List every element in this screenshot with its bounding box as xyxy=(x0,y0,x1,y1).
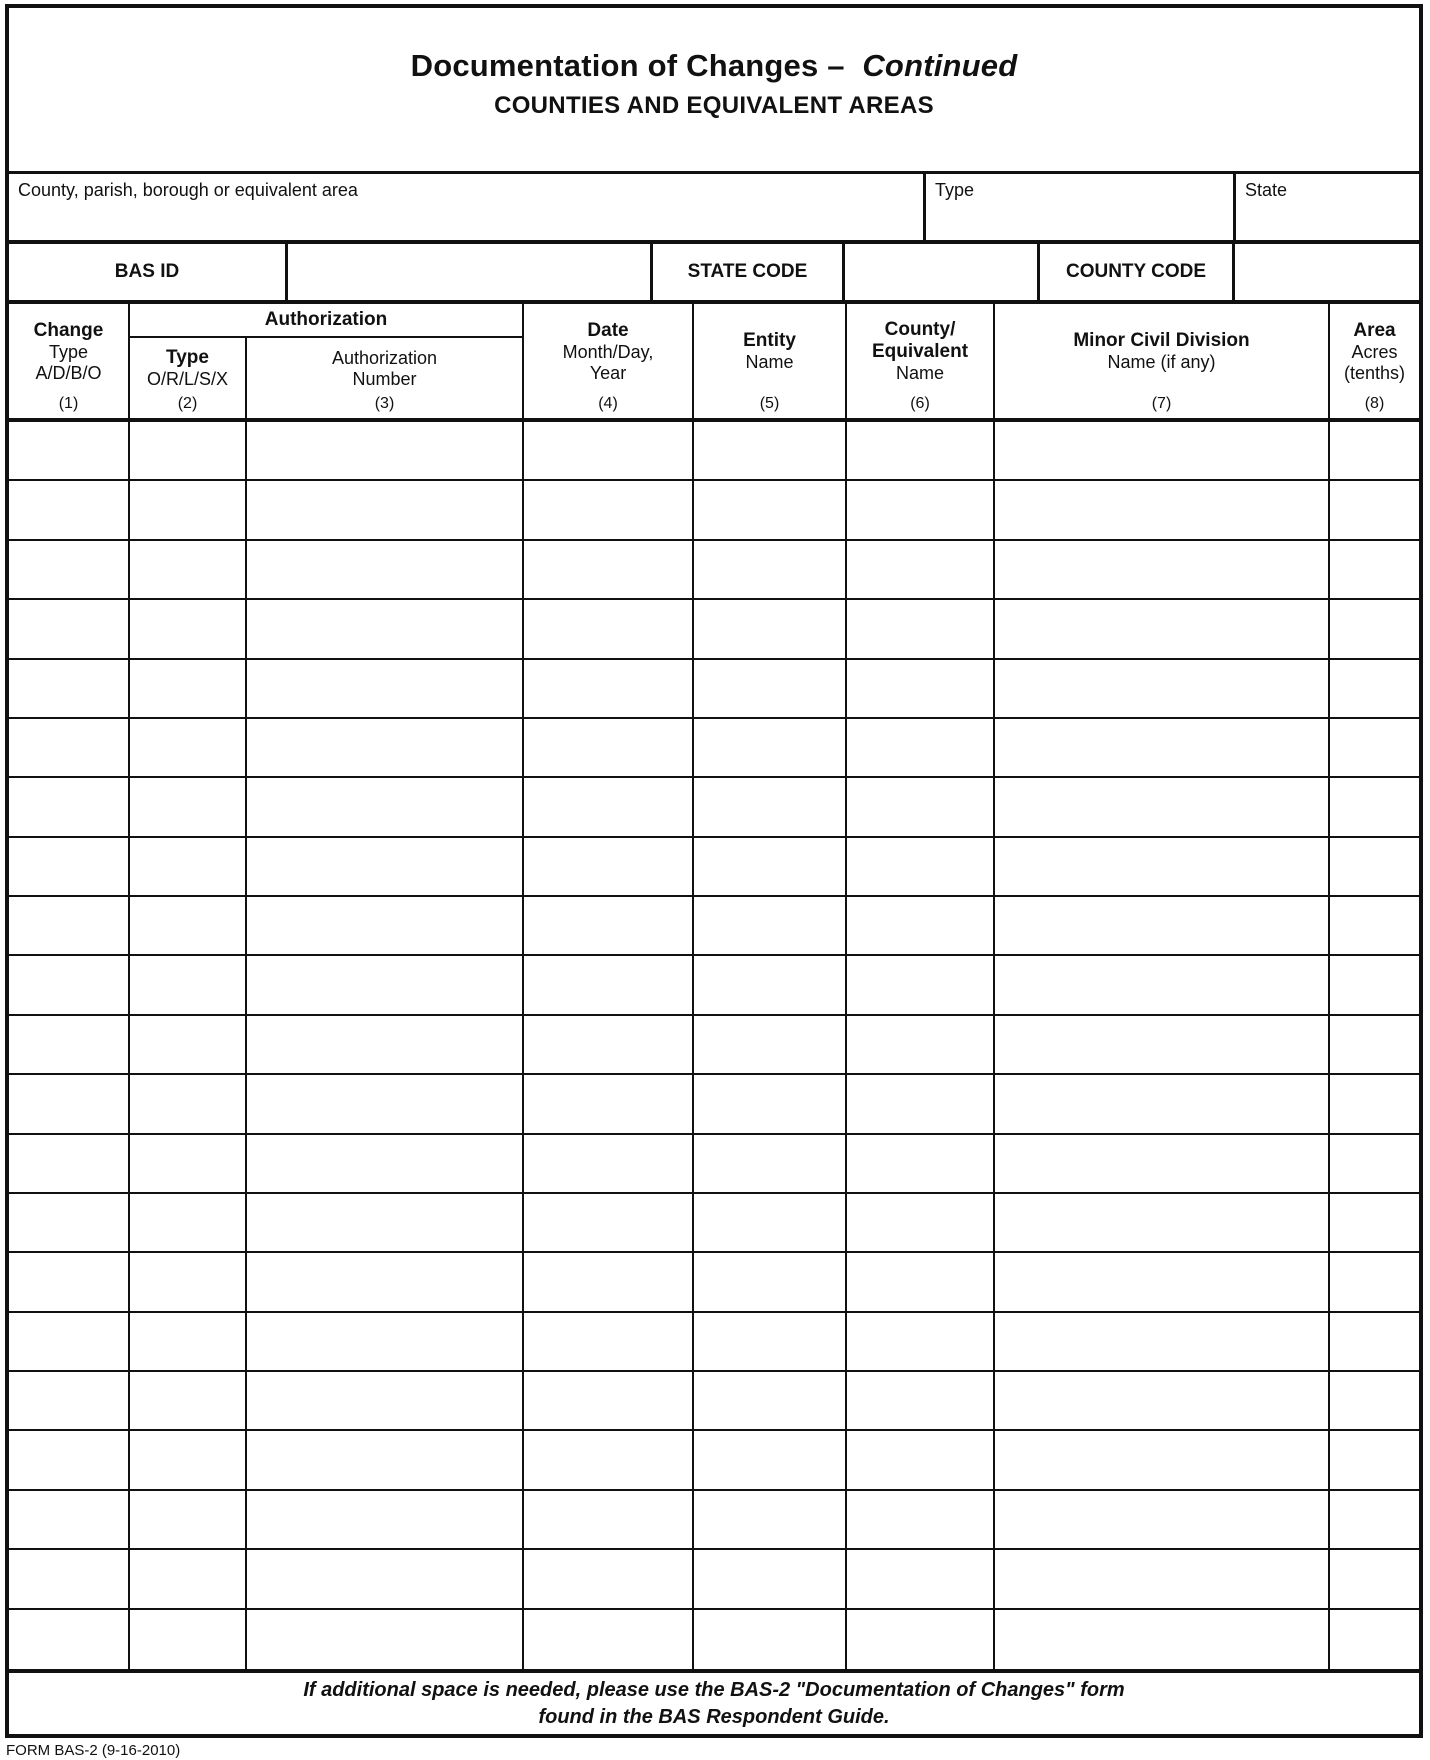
table-header xyxy=(9,304,1419,422)
body-cell-r11-c3[interactable] xyxy=(247,1016,524,1075)
body-cell-r16-c8[interactable] xyxy=(1330,1313,1419,1372)
header-minor-civil-division xyxy=(995,304,1330,418)
body-cell-r21-c7[interactable] xyxy=(995,1610,1330,1669)
body-cell-r4-c7[interactable] xyxy=(995,600,1330,659)
body-cell-r4-c1[interactable] xyxy=(9,600,130,659)
body-cell-r7-c2[interactable] xyxy=(130,778,247,837)
footer-note xyxy=(9,1669,1419,1734)
body-cell-r13-c5[interactable] xyxy=(694,1135,847,1194)
header-col2-number: (2) xyxy=(177,395,198,413)
body-cell-r10-c6[interactable] xyxy=(847,956,995,1015)
county-code-label: COUNTY CODE xyxy=(1040,244,1235,300)
form-number: FORM BAS-2 (9-16-2010) xyxy=(6,1742,181,1759)
body-cell-r12-c4[interactable] xyxy=(524,1075,694,1134)
body-cell-r6-c7[interactable] xyxy=(995,719,1330,778)
body-cell-r14-c8[interactable] xyxy=(1330,1194,1419,1253)
body-cell-r5-c8[interactable] xyxy=(1330,660,1419,719)
table-body xyxy=(9,422,1419,1669)
body-cell-r19-c5[interactable] xyxy=(694,1491,847,1550)
form-title-main: Documentation of Changes – xyxy=(410,48,845,83)
body-cell-r11-c7[interactable] xyxy=(995,1016,1330,1075)
body-cell-r10-c3[interactable] xyxy=(247,956,524,1015)
body-cell-r21-c8[interactable] xyxy=(1330,1610,1419,1669)
header-change-type-line2: Type xyxy=(48,341,89,362)
body-cell-r8-c4[interactable] xyxy=(524,838,694,897)
header-col6-number: (6) xyxy=(910,395,930,413)
body-cell-r3-c5[interactable] xyxy=(694,541,847,600)
body-cell-r17-c6[interactable] xyxy=(847,1372,995,1431)
body-cell-r17-c3[interactable] xyxy=(247,1372,524,1431)
body-cell-r10-c7[interactable] xyxy=(995,956,1330,1015)
body-cell-r20-c6[interactable] xyxy=(847,1550,995,1609)
body-cell-r14-c5[interactable] xyxy=(694,1194,847,1253)
body-cell-r20-c5[interactable] xyxy=(694,1550,847,1609)
body-cell-r1-c1[interactable] xyxy=(9,422,130,481)
body-cell-r16-c3[interactable] xyxy=(247,1313,524,1372)
header-auth-number xyxy=(247,338,522,418)
body-cell-r2-c3[interactable] xyxy=(247,481,524,540)
body-cell-r11-c5[interactable] xyxy=(694,1016,847,1075)
footer-note-line1: If additional space is needed, please use the BAS-2 "Documentation of Changes" form xyxy=(303,1678,1125,1701)
body-cell-r5-c7[interactable] xyxy=(995,660,1330,719)
body-cell-r19-c2[interactable] xyxy=(130,1491,247,1550)
body-cell-r6-c3[interactable] xyxy=(247,719,524,778)
body-cell-r10-c2[interactable] xyxy=(130,956,247,1015)
body-cell-r21-c3[interactable] xyxy=(247,1610,524,1669)
body-cell-r14-c7[interactable] xyxy=(995,1194,1330,1253)
type-label: Type xyxy=(935,180,975,200)
header-mcd-bold: Minor Civil Division xyxy=(1073,330,1250,352)
body-cell-r11-c1[interactable] xyxy=(9,1016,130,1075)
body-cell-r18-c6[interactable] xyxy=(847,1431,995,1490)
body-cell-r21-c1[interactable] xyxy=(9,1610,130,1669)
body-cell-r19-c8[interactable] xyxy=(1330,1491,1419,1550)
county-name-label: County, parish, borough or equivalent area xyxy=(18,180,358,200)
body-cell-r16-c1[interactable] xyxy=(9,1313,130,1372)
body-cell-r4-c6[interactable] xyxy=(847,600,995,659)
body-cell-r1-c3[interactable] xyxy=(247,422,524,481)
body-cell-r1-c4[interactable] xyxy=(524,422,694,481)
body-cell-r2-c7[interactable] xyxy=(995,481,1330,540)
header-county-equiv-bold2: Equivalent xyxy=(871,341,969,363)
body-cell-r5-c4[interactable] xyxy=(524,660,694,719)
body-cell-r17-c7[interactable] xyxy=(995,1372,1330,1431)
form-title xyxy=(9,48,1419,84)
body-cell-r6-c4[interactable] xyxy=(524,719,694,778)
header-mcd-text xyxy=(995,304,1328,395)
body-cell-r19-c7[interactable] xyxy=(995,1491,1330,1550)
header-change-type xyxy=(9,304,130,418)
body-cell-r9-c5[interactable] xyxy=(694,897,847,956)
header-date-line3: Year xyxy=(589,362,627,383)
body-cell-r6-c8[interactable] xyxy=(1330,719,1419,778)
body-cell-r18-c5[interactable] xyxy=(694,1431,847,1490)
body-cell-r3-c8[interactable] xyxy=(1330,541,1419,600)
body-cell-r15-c1[interactable] xyxy=(9,1253,130,1312)
body-cell-r17-c2[interactable] xyxy=(130,1372,247,1431)
header-change-type-bold: Change xyxy=(33,319,104,341)
header-change-type-text xyxy=(9,304,128,395)
body-cell-r11-c2[interactable] xyxy=(130,1016,247,1075)
body-cell-r20-c3[interactable] xyxy=(247,1550,524,1609)
body-cell-r11-c8[interactable] xyxy=(1330,1016,1419,1075)
body-cell-r4-c2[interactable] xyxy=(130,600,247,659)
body-cell-r3-c6[interactable] xyxy=(847,541,995,600)
body-cell-r20-c1[interactable] xyxy=(9,1550,130,1609)
body-cell-r2-c5[interactable] xyxy=(694,481,847,540)
header-county-equivalent-text xyxy=(847,304,993,395)
body-cell-r14-c2[interactable] xyxy=(130,1194,247,1253)
body-cell-r18-c2[interactable] xyxy=(130,1431,247,1490)
body-cell-r15-c3[interactable] xyxy=(247,1253,524,1312)
header-entity-bold: Entity xyxy=(743,330,796,352)
body-cell-r7-c8[interactable] xyxy=(1330,778,1419,837)
body-cell-r14-c4[interactable] xyxy=(524,1194,694,1253)
body-cell-r8-c5[interactable] xyxy=(694,838,847,897)
body-cell-r2-c6[interactable] xyxy=(847,481,995,540)
body-cell-r18-c8[interactable] xyxy=(1330,1431,1419,1490)
body-cell-r12-c6[interactable] xyxy=(847,1075,995,1134)
header-auth-number-line2: Number xyxy=(352,368,417,389)
body-cell-r2-c8[interactable] xyxy=(1330,481,1419,540)
body-cell-r13-c8[interactable] xyxy=(1330,1135,1419,1194)
body-cell-r17-c4[interactable] xyxy=(524,1372,694,1431)
body-cell-r16-c6[interactable] xyxy=(847,1313,995,1372)
header-date-line2: Month/Day, xyxy=(562,341,654,362)
body-cell-r12-c1[interactable] xyxy=(9,1075,130,1134)
body-cell-r13-c4[interactable] xyxy=(524,1135,694,1194)
body-cell-r8-c3[interactable] xyxy=(247,838,524,897)
header-auth-number-text xyxy=(247,338,522,395)
body-cell-r9-c4[interactable] xyxy=(524,897,694,956)
state-code-label: STATE CODE xyxy=(653,244,845,300)
body-cell-r14-c6[interactable] xyxy=(847,1194,995,1253)
header-date xyxy=(524,304,694,418)
body-cell-r9-c1[interactable] xyxy=(9,897,130,956)
body-cell-r20-c4[interactable] xyxy=(524,1550,694,1609)
header-date-text xyxy=(524,304,692,395)
body-cell-r6-c1[interactable] xyxy=(9,719,130,778)
body-cell-r10-c5[interactable] xyxy=(694,956,847,1015)
body-cell-r5-c5[interactable] xyxy=(694,660,847,719)
form-title-continued-text: Continued xyxy=(862,48,1018,83)
county-code-field[interactable] xyxy=(1235,244,1419,300)
body-cell-r2-c2[interactable] xyxy=(130,481,247,540)
bas-id-label: BAS ID xyxy=(9,244,288,300)
body-cell-r1-c8[interactable] xyxy=(1330,422,1419,481)
header-col4-number: (4) xyxy=(598,395,618,413)
state-field[interactable] xyxy=(1236,174,1419,240)
info-row xyxy=(9,174,1419,244)
body-cell-r19-c6[interactable] xyxy=(847,1491,995,1550)
body-cell-r12-c2[interactable] xyxy=(130,1075,247,1134)
body-cell-r18-c4[interactable] xyxy=(524,1431,694,1490)
header-area-line2: Acres xyxy=(1351,341,1398,362)
body-cell-r13-c6[interactable] xyxy=(847,1135,995,1194)
body-cell-r9-c7[interactable] xyxy=(995,897,1330,956)
header-col7-number: (7) xyxy=(1151,395,1172,413)
body-cell-r3-c4[interactable] xyxy=(524,541,694,600)
body-cell-r21-c5[interactable] xyxy=(694,1610,847,1669)
bas-id-field[interactable] xyxy=(288,244,653,300)
body-cell-r6-c6[interactable] xyxy=(847,719,995,778)
header-col8-number: (8) xyxy=(1364,395,1385,413)
body-cell-r15-c5[interactable] xyxy=(694,1253,847,1312)
body-cell-r21-c6[interactable] xyxy=(847,1610,995,1669)
body-cell-r17-c8[interactable] xyxy=(1330,1372,1419,1431)
header-county-equiv-line3: Name xyxy=(895,363,944,384)
body-cell-r1-c2[interactable] xyxy=(130,422,247,481)
form-subtitle: COUNTIES AND EQUIVALENT AREAS xyxy=(494,92,934,119)
header-auth-type xyxy=(130,338,247,418)
body-cell-r3-c7[interactable] xyxy=(995,541,1330,600)
header-authorization-group xyxy=(130,304,524,418)
body-cell-r1-c5[interactable] xyxy=(694,422,847,481)
form-container xyxy=(5,4,1423,1738)
body-cell-r16-c2[interactable] xyxy=(130,1313,247,1372)
body-cell-r21-c4[interactable] xyxy=(524,1610,694,1669)
header-date-bold: Date xyxy=(587,319,629,341)
body-cell-r1-c6[interactable] xyxy=(847,422,995,481)
body-cell-r15-c7[interactable] xyxy=(995,1253,1330,1312)
header-auth-number-line1: Authorization xyxy=(331,347,438,368)
body-cell-r14-c3[interactable] xyxy=(247,1194,524,1253)
body-cell-r20-c7[interactable] xyxy=(995,1550,1330,1609)
body-cell-r7-c5[interactable] xyxy=(694,778,847,837)
header-area-text xyxy=(1330,304,1419,395)
body-cell-r12-c5[interactable] xyxy=(694,1075,847,1134)
body-cell-r16-c5[interactable] xyxy=(694,1313,847,1372)
body-cell-r16-c4[interactable] xyxy=(524,1313,694,1372)
body-cell-r16-c7[interactable] xyxy=(995,1313,1330,1372)
body-cell-r8-c7[interactable] xyxy=(995,838,1330,897)
body-cell-r2-c4[interactable] xyxy=(524,481,694,540)
header-col5-number: (5) xyxy=(759,395,780,413)
header-authorization-subrow xyxy=(130,338,522,418)
type-field[interactable] xyxy=(926,174,1236,240)
body-cell-r18-c7[interactable] xyxy=(995,1431,1330,1490)
header-entity-name xyxy=(694,304,847,418)
body-cell-r13-c3[interactable] xyxy=(247,1135,524,1194)
body-cell-r3-c2[interactable] xyxy=(130,541,247,600)
body-cell-r5-c1[interactable] xyxy=(9,660,130,719)
body-cell-r8-c1[interactable] xyxy=(9,838,130,897)
body-cell-r17-c1[interactable] xyxy=(9,1372,130,1431)
county-name-field[interactable] xyxy=(9,174,926,240)
body-cell-r21-c2[interactable] xyxy=(130,1610,247,1669)
header-col1-number: (1) xyxy=(58,395,79,413)
body-cell-r7-c6[interactable] xyxy=(847,778,995,837)
body-cell-r15-c8[interactable] xyxy=(1330,1253,1419,1312)
body-cell-r3-c1[interactable] xyxy=(9,541,130,600)
body-cell-r9-c8[interactable] xyxy=(1330,897,1419,956)
body-cell-r19-c1[interactable] xyxy=(9,1491,130,1550)
header-county-equiv-bold1: County/ xyxy=(884,319,956,341)
body-cell-r11-c4[interactable] xyxy=(524,1016,694,1075)
body-cell-r14-c1[interactable] xyxy=(9,1194,130,1253)
header-col3-number: (3) xyxy=(374,395,395,413)
body-cell-r1-c7[interactable] xyxy=(995,422,1330,481)
body-cell-r11-c6[interactable] xyxy=(847,1016,995,1075)
header-auth-type-text xyxy=(130,338,245,395)
body-cell-r12-c8[interactable] xyxy=(1330,1075,1419,1134)
header-area-line3: (tenths) xyxy=(1343,362,1406,383)
body-cell-r6-c5[interactable] xyxy=(694,719,847,778)
header-county-equivalent xyxy=(847,304,995,418)
body-cell-r5-c2[interactable] xyxy=(130,660,247,719)
body-cell-r15-c4[interactable] xyxy=(524,1253,694,1312)
body-cell-r7-c1[interactable] xyxy=(9,778,130,837)
body-cell-r10-c1[interactable] xyxy=(9,956,130,1015)
body-cell-r12-c3[interactable] xyxy=(247,1075,524,1134)
body-cell-r8-c8[interactable] xyxy=(1330,838,1419,897)
body-cell-r20-c2[interactable] xyxy=(130,1550,247,1609)
body-cell-r3-c3[interactable] xyxy=(247,541,524,600)
body-cell-r4-c8[interactable] xyxy=(1330,600,1419,659)
body-cell-r13-c2[interactable] xyxy=(130,1135,247,1194)
body-cell-r9-c2[interactable] xyxy=(130,897,247,956)
header-authorization-title: Authorization xyxy=(130,304,522,338)
header-mcd-line2: Name (if any) xyxy=(1107,352,1216,373)
footer-note-line2: found in the BAS Respondent Guide. xyxy=(538,1705,890,1728)
header-entity-line2: Name xyxy=(745,352,794,373)
header-auth-type-line2: O/R/L/S/X xyxy=(146,369,229,390)
body-cell-r5-c6[interactable] xyxy=(847,660,995,719)
body-cell-r12-c7[interactable] xyxy=(995,1075,1330,1134)
body-cell-r20-c8[interactable] xyxy=(1330,1550,1419,1609)
body-cell-r9-c3[interactable] xyxy=(247,897,524,956)
body-cell-r13-c1[interactable] xyxy=(9,1135,130,1194)
body-cell-r4-c4[interactable] xyxy=(524,600,694,659)
body-cell-r5-c3[interactable] xyxy=(247,660,524,719)
state-code-field[interactable] xyxy=(845,244,1040,300)
header-auth-type-bold: Type xyxy=(166,347,209,369)
body-cell-r8-c6[interactable] xyxy=(847,838,995,897)
body-cell-r4-c3[interactable] xyxy=(247,600,524,659)
code-row xyxy=(9,244,1419,304)
body-cell-r2-c1[interactable] xyxy=(9,481,130,540)
state-label: State xyxy=(1245,180,1288,200)
body-cell-r9-c6[interactable] xyxy=(847,897,995,956)
body-cell-r15-c6[interactable] xyxy=(847,1253,995,1312)
body-cell-r17-c5[interactable] xyxy=(694,1372,847,1431)
body-cell-r19-c3[interactable] xyxy=(247,1491,524,1550)
body-cell-r6-c2[interactable] xyxy=(130,719,247,778)
body-cell-r19-c4[interactable] xyxy=(524,1491,694,1550)
body-cell-r7-c7[interactable] xyxy=(995,778,1330,837)
body-cell-r13-c7[interactable] xyxy=(995,1135,1330,1194)
body-cell-r7-c3[interactable] xyxy=(247,778,524,837)
header-change-type-line3: A/D/B/O xyxy=(35,362,102,383)
body-cell-r10-c4[interactable] xyxy=(524,956,694,1015)
body-cell-r7-c4[interactable] xyxy=(524,778,694,837)
header-area xyxy=(1330,304,1419,418)
body-cell-r4-c5[interactable] xyxy=(694,600,847,659)
body-cell-r18-c3[interactable] xyxy=(247,1431,524,1490)
header-entity-name-text xyxy=(694,304,845,395)
body-cell-r18-c1[interactable] xyxy=(9,1431,130,1490)
title-section xyxy=(9,8,1419,174)
body-cell-r15-c2[interactable] xyxy=(130,1253,247,1312)
body-cell-r8-c2[interactable] xyxy=(130,838,247,897)
body-cell-r10-c8[interactable] xyxy=(1330,956,1419,1015)
header-area-bold: Area xyxy=(1353,319,1396,341)
